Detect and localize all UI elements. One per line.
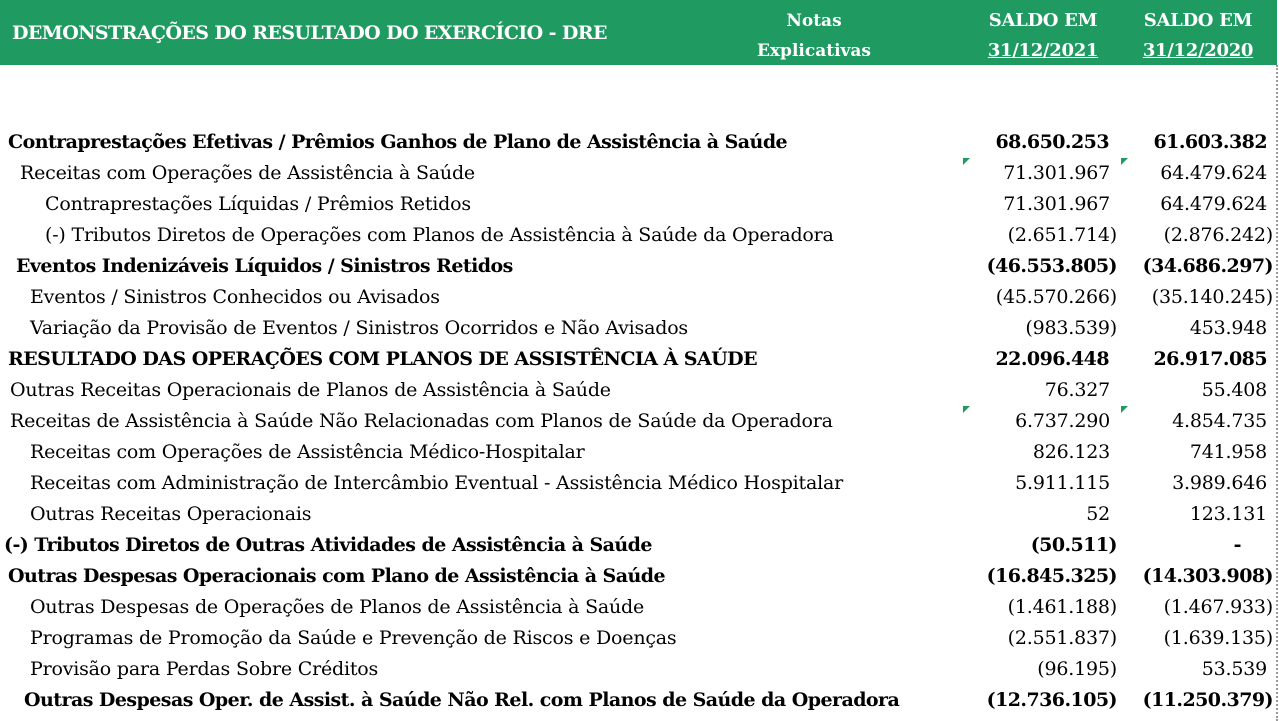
notes-header-line2: Explicativas	[756, 41, 872, 61]
table-row	[0, 561, 1276, 592]
value-2021: 71.301.967	[1003, 193, 1110, 215]
table-row	[0, 685, 1276, 716]
value-2020: 61.603.382	[1153, 131, 1267, 153]
value-2020: 3.989.646	[1172, 472, 1267, 494]
table-row	[0, 127, 1276, 158]
value-2020: (34.686.297)	[1142, 255, 1273, 277]
notes-column-header	[700, 6, 928, 66]
row-label: Receitas de Assistência à Saúde Não Relacionadas com Planos de Saúde da Operadora	[10, 410, 833, 432]
value-2021: 6.737.290	[1015, 410, 1110, 432]
page-break-line	[1276, 65, 1278, 721]
row-label: Receitas com Administração de Intercâmbio Eventual - Assistência Médico Hospitalar	[30, 472, 844, 494]
value-2021: 826.123	[1032, 441, 1110, 463]
table-row	[0, 344, 1276, 375]
row-label: Variação da Provisão de Eventos / Sinistros Ocorridos e Não Avisados	[30, 317, 688, 339]
value-2020: (1.467.933)	[1163, 596, 1273, 618]
value-2020: (11.250.379)	[1142, 689, 1273, 711]
row-label: Programas de Promoção da Saúde e Prevenção de Riscos e Doenças	[30, 627, 677, 649]
value-2021: (2.651.714)	[1007, 224, 1117, 246]
value-2021: (16.845.325)	[986, 565, 1117, 587]
value-2021: 22.096.448	[995, 348, 1109, 370]
row-label: (-) Tributos Diretos de Outras Atividades de Assistência à Saúde	[4, 534, 652, 556]
table-header	[0, 0, 1277, 65]
cell-comment-marker-icon	[963, 158, 970, 165]
table-row	[0, 468, 1276, 499]
notes-header-line1: Notas	[786, 11, 842, 31]
cell-comment-marker-icon	[1121, 158, 1128, 165]
table-row	[0, 158, 1276, 189]
value-2020: (2.876.242)	[1163, 224, 1273, 246]
value-2020: 55.408	[1201, 379, 1267, 401]
table-row	[0, 530, 1276, 561]
table-row	[0, 623, 1276, 654]
statement-title: DEMONSTRAÇÕES DO RESULTADO DO EXERCÍCIO - DRE	[12, 22, 607, 44]
table-row	[0, 375, 1276, 406]
value-2020: (1.639.135)	[1163, 627, 1273, 649]
row-label: Contraprestações Efetivas / Prêmios Ganhos de Plano de Assistência à Saúde	[8, 131, 788, 153]
cell-comment-marker-icon	[963, 406, 970, 413]
table-row	[0, 499, 1276, 530]
value-2021: (45.570.266)	[995, 286, 1117, 308]
value-2021: 52	[1086, 503, 1110, 525]
value-2021: 68.650.253	[995, 131, 1109, 153]
value-2020: 26.917.085	[1153, 348, 1267, 370]
row-label: (-) Tributos Diretos de Operações com Planos de Assistência à Saúde da Operadora	[45, 224, 834, 246]
row-label: Outras Despesas de Operações de Planos de Assistência à Saúde	[30, 596, 645, 618]
value-2020: 123.131	[1189, 503, 1267, 525]
table-row	[0, 251, 1276, 282]
value-2020: 53.539	[1201, 658, 1267, 680]
row-label: Provisão para Perdas Sobre Créditos	[30, 658, 379, 680]
row-label: RESULTADO DAS OPERAÇÕES COM PLANOS DE ASSISTÊNCIA À SAÚDE	[8, 348, 758, 370]
balance-2021-header-date: 31/12/2021	[987, 40, 1099, 61]
value-2020: 453.948	[1189, 317, 1267, 339]
table-row	[0, 189, 1276, 220]
table-row	[0, 220, 1276, 251]
table-row	[0, 654, 1276, 685]
balance-2021-header-line1: SALDO EM	[988, 10, 1098, 31]
balance-2020-header-date: 31/12/2020	[1142, 40, 1254, 61]
balance-2020-column-header	[1120, 6, 1276, 66]
value-2021: (1.461.188)	[1007, 596, 1117, 618]
row-label: Outras Despesas Operacionais com Plano de Assistência à Saúde	[8, 565, 665, 587]
table-row	[0, 437, 1276, 468]
value-2021: 76.327	[1044, 379, 1110, 401]
row-label: Contraprestações Líquidas / Prêmios Retidos	[45, 193, 471, 215]
row-label: Outras Receitas Operacionais	[30, 503, 312, 525]
value-2021: (96.195)	[1037, 658, 1117, 680]
table-row	[0, 592, 1276, 623]
value-2021: 71.301.967	[1003, 162, 1110, 184]
row-label: Receitas com Operações de Assistência à Saúde	[20, 162, 475, 184]
row-label: Outras Despesas Oper. de Assist. à Saúde Não Rel. com Planos de Saúde da Operadora	[24, 689, 900, 711]
table-row	[0, 313, 1276, 344]
value-2021: (46.553.805)	[986, 255, 1117, 277]
value-2020: 4.854.735	[1172, 410, 1267, 432]
row-label: Eventos / Sinistros Conhecidos ou Avisados	[30, 286, 440, 308]
cell-comment-marker-icon	[1121, 406, 1128, 413]
value-2020: 741.958	[1189, 441, 1267, 463]
table-row	[0, 282, 1276, 313]
value-2020: 64.479.624	[1160, 193, 1267, 215]
balance-2021-column-header	[960, 6, 1126, 66]
value-2021: (12.736.105)	[986, 689, 1117, 711]
value-2021: 5.911.115	[1015, 472, 1110, 494]
value-2020: -	[1233, 534, 1241, 556]
value-2020: (35.140.245)	[1151, 286, 1273, 308]
value-2021: (50.511)	[1030, 534, 1117, 556]
row-label: Receitas com Operações de Assistência Médico-Hospitalar	[30, 441, 585, 463]
value-2021: (2.551.837)	[1007, 627, 1117, 649]
row-label: Outras Receitas Operacionais de Planos de Assistência à Saúde	[10, 379, 611, 401]
value-2021: (983.539)	[1025, 317, 1117, 339]
table-row	[0, 406, 1276, 437]
balance-2020-header-line1: SALDO EM	[1143, 10, 1253, 31]
value-2020: 64.479.624	[1160, 162, 1267, 184]
value-2020: (14.303.908)	[1142, 565, 1273, 587]
row-label: Eventos Indenizáveis Líquidos / Sinistros Retidos	[16, 255, 513, 277]
